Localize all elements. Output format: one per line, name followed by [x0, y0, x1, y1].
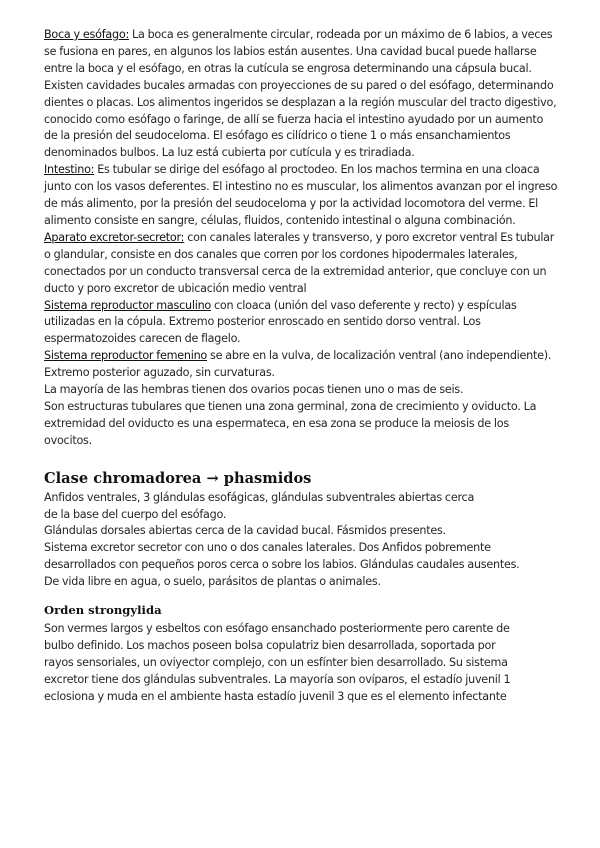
text-line: rayos sensoriales, un oviyector complejo, con un esfínter bien desarrollado. Su sistema	[44, 655, 508, 669]
paragraph-hembras-ovarios: La mayoría de las hembras tienen dos ovarios pocas tienen uno o mas de seis.	[44, 383, 464, 397]
paragraph-text: se abre en la vulva, de localización ventral (ano independiente). Extremo posterior aguzado, sin curvaturas.	[44, 349, 552, 380]
term-reproductor-masculino: Sistema reproductor masculino	[44, 298, 212, 312]
text-line: excretor tiene dos glándulas subventrales. La mayoría son ovíparos, el estadío juvenil 1	[44, 672, 511, 686]
paragraph-estructuras-tubulares: Son estructuras tubulares que tienen una zona germinal, zona de crecimiento y oviducto. La extremidad del oviducto es una espermateca, en esa zona se produce la meiosis de los ovocitos.	[44, 399, 537, 447]
paragraph-aparato-excretor	[44, 230, 558, 298]
section-body-strongylida	[44, 621, 558, 706]
term-intestino: Intestino:	[44, 163, 95, 177]
paragraph-text: Es tubular se dirige del esófago al proctodeo. En los machos termina en una cloaca junto con los vasos deferentes. El intestino no es muscular, los alimentos avanzan por el ingreso de más alimento, por la presión del seudoceloma y por la actividad locomotora del verme. El alimento consiste en sangre, células, fluidos, contenido intestinal o alguna combinación.	[44, 163, 558, 227]
term-aparato-excretor: Aparato excretor-secretor:	[44, 230, 185, 244]
section-title-strongylida: Orden strongylida	[44, 603, 162, 618]
paragraph-text: con cloaca (unión del vaso deferente y recto) y espículas utilizadas en la cópula. Extremo posterior enroscado en sentido dorso ventral. Los espermatozoides carecen de flagelo.	[44, 298, 517, 346]
term-reproductor-femenino: Sistema reproductor femenino	[44, 349, 208, 363]
text-line: Sistema excretor secretor con uno o dos canales laterales. Dos Anfidos pobremente	[44, 541, 491, 555]
text-line: De vida libre en agua, o suelo, parásitos de plantas o animales.	[44, 575, 381, 589]
term-boca-esofago: Boca y esófago:	[44, 28, 129, 41]
paragraph-text: La boca es generalmente circular, rodeada por un máximo de 6 labios, a veces se fusiona en pares, en algunos los labios están ausentes. Una cavidad bucal puede hallarse entre la boca y el esófago, en otras la cutícula se engrosa determinando una cápsula bucal. Existen cavidades bucales armadas con proyecciones de su pared o del esófago, determinando dientes o placas. Los alimentos ingeridos se desplazan a la región muscular del tracto digestivo, conocido como esófago o faringe, de allí se fuerza hacia el intestino ayudado por un aumento de la presión del seudoceloma. El esófago es cilídrico o tiene 1 o más ensanchamientos denominados bulbos. La luz está cubierta por cutícula y es triradiada.	[44, 28, 557, 160]
paragraph-boca-esofago	[44, 27, 558, 162]
paragraph-intestino	[44, 162, 558, 230]
paragraph-reproductor-masculino	[44, 298, 558, 349]
paragraph-text: con canales laterales y transverso, y poro excretor ventral Es tubular o glandular, consiste en dos canales que corren por los cordones hipodermales laterales, conectados por un conducto transversal cerca de la extremidad anterior, que concluye con un ducto y poro excretor de ubicación medio ventral	[44, 230, 555, 295]
section-title-chromadorea: Clase chromadorea → phasmidos	[44, 469, 312, 487]
section-body-chromadorea	[44, 490, 558, 591]
text-line: Son vermes largos y esbeltos con esófago ensanchado posteriormente pero carente de	[44, 622, 510, 636]
paragraph-reproductor-femenino	[44, 348, 558, 382]
text-line: de la base del cuerpo del esófago.	[44, 507, 227, 521]
text-line: eclosiona y muda en el ambiente hasta estadío juvenil 3 que es el elemento infectante	[44, 689, 507, 703]
text-line: desarrollados con pequeños poros cerca o sobre los labios. Glándulas caudales ausentes.	[44, 558, 520, 572]
document-page	[44, 27, 558, 706]
text-line: bulbo definido. Los machos poseen bolsa copulatriz bien desarrollada, soportada por	[44, 639, 496, 652]
text-line: Glándulas dorsales abiertas cerca de la cavidad bucal. Fásmidos presentes.	[44, 524, 446, 538]
text-line: Anfidos ventrales, 3 glándulas esofágicas, glándulas subventrales abiertas cerca	[44, 490, 475, 504]
